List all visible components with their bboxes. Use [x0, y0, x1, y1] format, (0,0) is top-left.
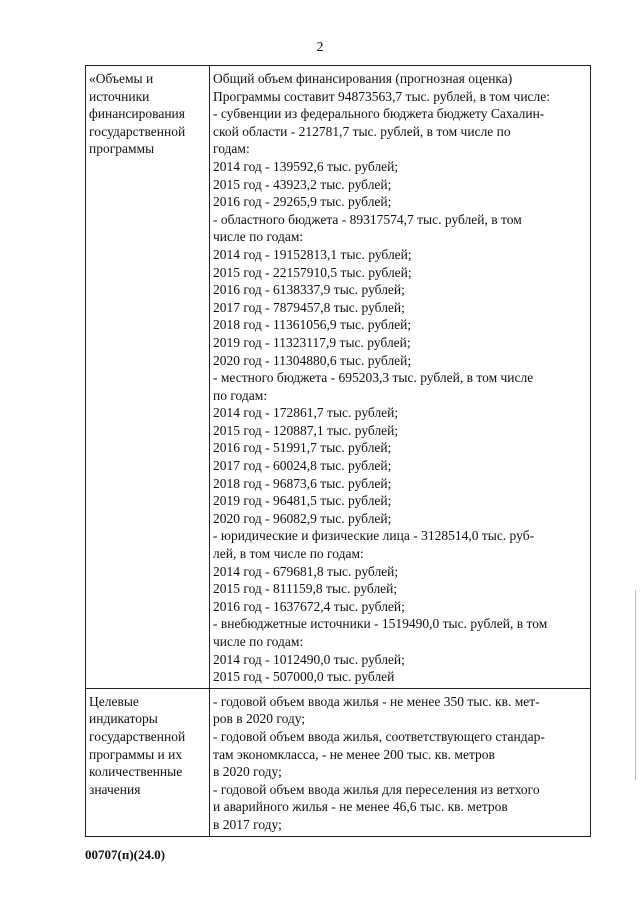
text-line: и аварийного жилья - не менее 46,6 тыс. кв. метров [213, 799, 508, 815]
text-line: 2016 год - 29265,9 тыс. рублей; [213, 194, 392, 210]
table-row [86, 66, 591, 689]
text-line: 2015 год - 43923,2 тыс. рублей; [213, 176, 392, 192]
row-content-financing [210, 66, 591, 689]
text-line: 2019 год - 96481,5 тыс. рублей; [213, 493, 392, 509]
text-line: 2017 год - 7879457,8 тыс. рублей; [213, 299, 405, 315]
text-line: 2015 год - 22157910,5 тыс. рублей; [213, 264, 412, 280]
text-line: 2018 год - 96873,6 тыс. рублей; [213, 475, 392, 491]
text-line: 2017 год - 60024,8 тыс. рублей; [213, 458, 392, 474]
text-line: 2015 год - 811159,8 тыс. рублей; [213, 581, 398, 597]
text-line: 2018 год - 11361056,9 тыс. рублей; [213, 317, 412, 333]
text-line: - субвенции из федерального бюджета бюджету Сахалин- [213, 106, 545, 122]
text-line: Программы составит 94873563,7 тыс. рублей, в том числе: [213, 88, 551, 104]
text-line: в 2017 году; [213, 816, 282, 832]
text-line: ской области - 212781,7 тыс. рублей, в том числе по [213, 123, 511, 139]
text-line: в 2020 году; [213, 764, 282, 780]
text-line: 2016 год - 51991,7 тыс. рублей; [213, 440, 392, 456]
program-passport-table [85, 65, 591, 837]
text-line: 2014 год - 679681,8 тыс. рублей; [213, 563, 399, 579]
table-row [86, 688, 591, 836]
text-line: 2020 год - 96082,9 тыс. рублей; [213, 510, 392, 526]
text-line: числе по годам: [213, 229, 304, 245]
text-line: 2016 год - 6138337,9 тыс. рублей; [213, 282, 405, 298]
text-line: 2020 год - 11304880,6 тыс. рублей; [213, 352, 412, 368]
text-line: 2014 год - 19152813,1 тыс. рублей; [213, 246, 412, 262]
text-line: - местного бюджета - 695203,3 тыс. рублей, в том числе [213, 370, 534, 386]
text-line: ров в 2020 году; [213, 711, 306, 727]
text-line: 2014 год - 1012490,0 тыс. рублей; [213, 651, 405, 667]
row-label-financing: «Объемы и источники финансирования государственной программы [86, 66, 210, 689]
text-line: по годам: [213, 387, 268, 403]
row-label-indicators: Целевые индикаторы государственной программы и их количественные значения [86, 688, 210, 836]
text-line: 2015 год - 507000,0 тыс. рублей [213, 669, 395, 685]
text-line: 2015 год - 120887,1 тыс. рублей; [213, 422, 399, 438]
text-line: - внебюджетные источники - 1519490,0 тыс. рублей, в том [213, 616, 548, 632]
text-line: числе по годам: [213, 634, 304, 649]
text-line: - годовой объем ввода жилья для переселения из ветхого [213, 781, 540, 797]
row-content-indicators [210, 688, 591, 836]
text-line: лей, в том числе по годам: [213, 546, 364, 562]
text-line: - юридические и физические лица - 3128514,0 тыс. руб- [213, 528, 535, 544]
document-code: 00707(п)(24.0) [85, 847, 166, 862]
text-line: там экономкласса, - не менее 200 тыс. кв. метров [213, 746, 495, 762]
text-line: 2014 год - 139592,6 тыс. рублей; [213, 158, 399, 174]
text-line: годам: [213, 141, 250, 157]
text-line: 2019 год - 11323117,9 тыс. рублей; [213, 334, 411, 350]
text-line: - областного бюджета - 89317574,7 тыс. рублей, в том [213, 211, 522, 227]
text-line: Общий объем финансирования (прогнозная оценка) [213, 71, 513, 86]
text-line: 2014 год - 172861,7 тыс. рублей; [213, 405, 399, 421]
scan-edge-mark [635, 590, 636, 780]
text-line: - годовой объем ввода жилья - не менее 350 тыс. кв. мет- [213, 693, 540, 709]
text-line: - годовой объем ввода жилья, соответствующего стандар- [213, 728, 545, 744]
text-line: 2016 год - 1637672,4 тыс. рублей; [213, 598, 405, 614]
page-number: 2 [316, 40, 324, 55]
